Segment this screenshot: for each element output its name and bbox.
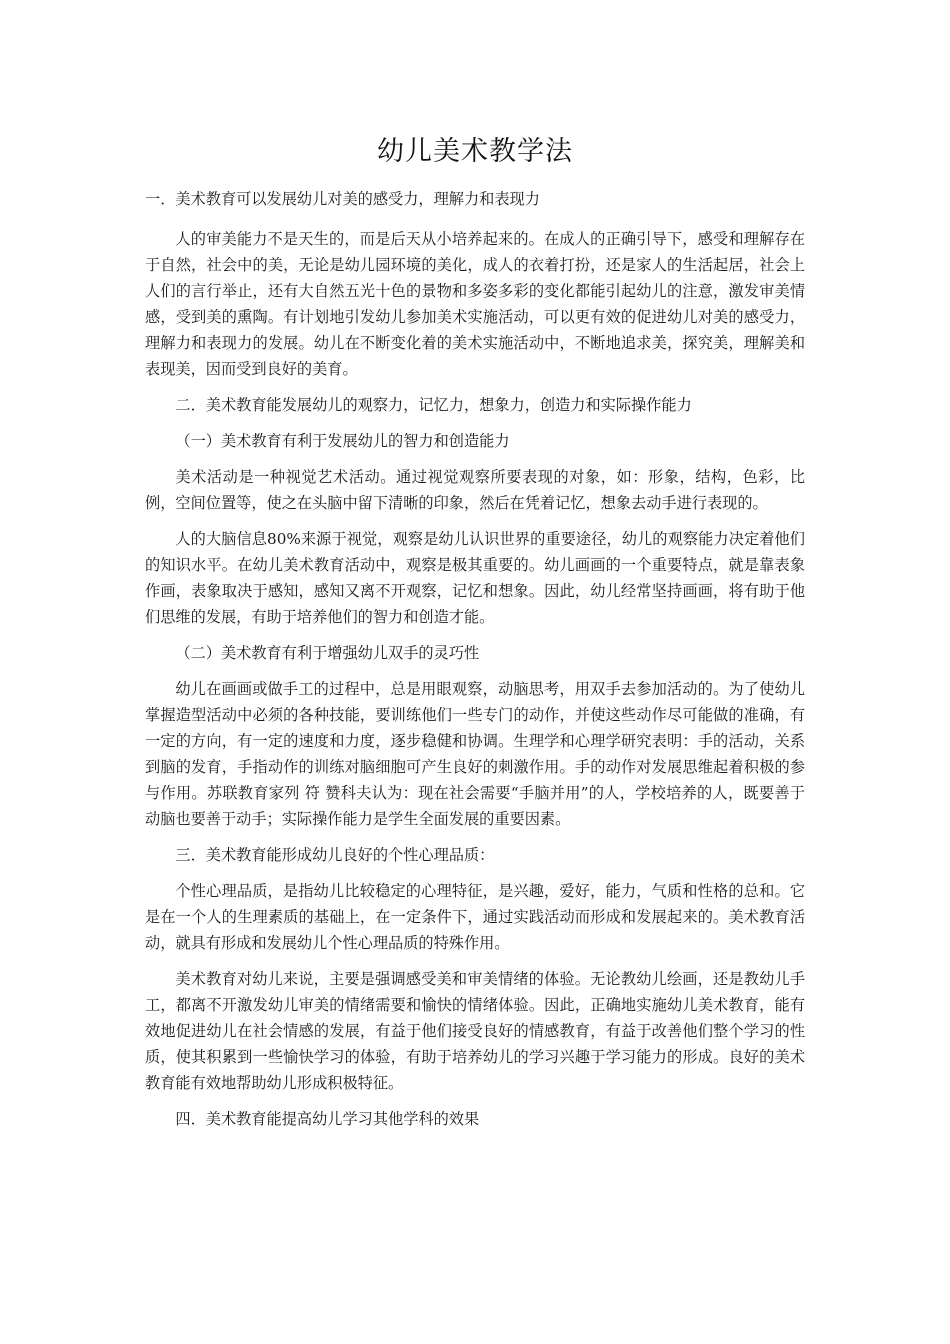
paragraph: 个性心理品质，是指幼儿比较稳定的心理特征，是兴趣，爱好，能力，气质和性格的总和。它是在一个人的生理素质的基础上，在一定条件下，通过实践活动而形成和发展起来的。美术教育活动，就具有形成和发展幼儿个性心理品质的特殊作用。 — [145, 882, 805, 952]
paragraph: 幼儿在画画或做手工的过程中，总是用眼观察，动脑思考，用双手去参加活动的。为了使幼儿掌握造型活动中必须的各种技能，要训练他们一些专门的动作，并使这些动作尽可能做的准确，有一定的方向，有一定的速度和力度，逐步稳健和协调。生理学和心理学研究表明：手的活动，关系到脑的发育，手指动作的训练对脑细胞可产生良好的刺激作用。手的动作对发展思维起着积极的参与作用。苏联教育家列 符 赞科夫认为：现在社会需要“手脑并用”的人，学校培养的人，既要善于动脑也要善于动手；实际操作能力是学生全面发展的重要因素。 — [145, 680, 805, 828]
section-heading-3: 三．美术教育能形成幼儿良好的个性心理品质： — [175, 846, 495, 864]
document-title: 幼儿美术教学法 — [377, 136, 573, 167]
section-heading-2: 二．美术教育能发展幼儿的观察力，记忆力，想象力，创造力和实际操作能力 — [175, 396, 692, 414]
subsection-heading-2: （二）美术教育有利于增强幼儿双手的灵巧性 — [175, 644, 480, 662]
paragraph: 美术教育对幼儿来说，主要是强调感受美和审美情绪的体验。无论教幼儿绘画，还是教幼儿手工，都离不开激发幼儿审美的情绪需要和愉快的情绪体验。因此，正确地实施幼儿美术教育，能有效地促进幼儿在社会情感的发展，有益于他们接受良好的情感教育，有益于改善他们整个学习的性质，使其积累到一些愉快学习的体验，有助于培养幼儿的学习兴趣于学习能力的形成。良好的美术教育能有效地帮助幼儿形成积极特征。 — [145, 970, 805, 1092]
paragraph: 人的大脑信息80%来源于视觉，观察是幼儿认识世界的重要途径，幼儿的观察能力决定着他们的知识水平。在幼儿美术教育活动中，观察是极其重要的。幼儿画画的一个重要特点，就是靠表象作画，表象取决于感知，感知又离不开观察，记忆和想象。因此，幼儿经常坚持画画，将有助于他们思维的发展，有助于培养他们的智力和创造才能。 — [145, 530, 805, 626]
paragraph: 美术活动是一种视觉艺术活动。通过视觉观察所要表现的对象，如：形象，结构，色彩，比例，空间位置等，使之在头脑中留下清晰的印象，然后在凭着记忆，想象去动手进行表现的。 — [145, 468, 805, 512]
section-heading-1: 一．美术教育可以发展幼儿对美的感受力，理解力和表现力 — [145, 190, 540, 208]
section-heading-4: 四．美术教育能提高幼儿学习其他学科的效果 — [175, 1110, 480, 1128]
document-body — [145, 186, 805, 1142]
paragraph: 人的审美能力不是天生的，而是后天从小培养起来的。在成人的正确引导下，感受和理解存在于自然，社会中的美，无论是幼儿园环境的美化，成人的衣着打扮，还是家人的生活起居，社会上人们的言行举止，还有大自然五光十色的景物和多姿多彩的变化都能引起幼儿的注意，激发审美情感，受到美的熏陶。有计划地引发幼儿参加美术实施活动，可以更有效的促进幼儿对美的感受力，理解力和表现力的发展。幼儿在不断变化着的美术实施活动中，不断地追求美，探究美，理解美和表现美，因而受到良好的美育。 — [145, 230, 805, 378]
subsection-heading-1: （一）美术教育有利于发展幼儿的智力和创造能力 — [175, 432, 510, 450]
